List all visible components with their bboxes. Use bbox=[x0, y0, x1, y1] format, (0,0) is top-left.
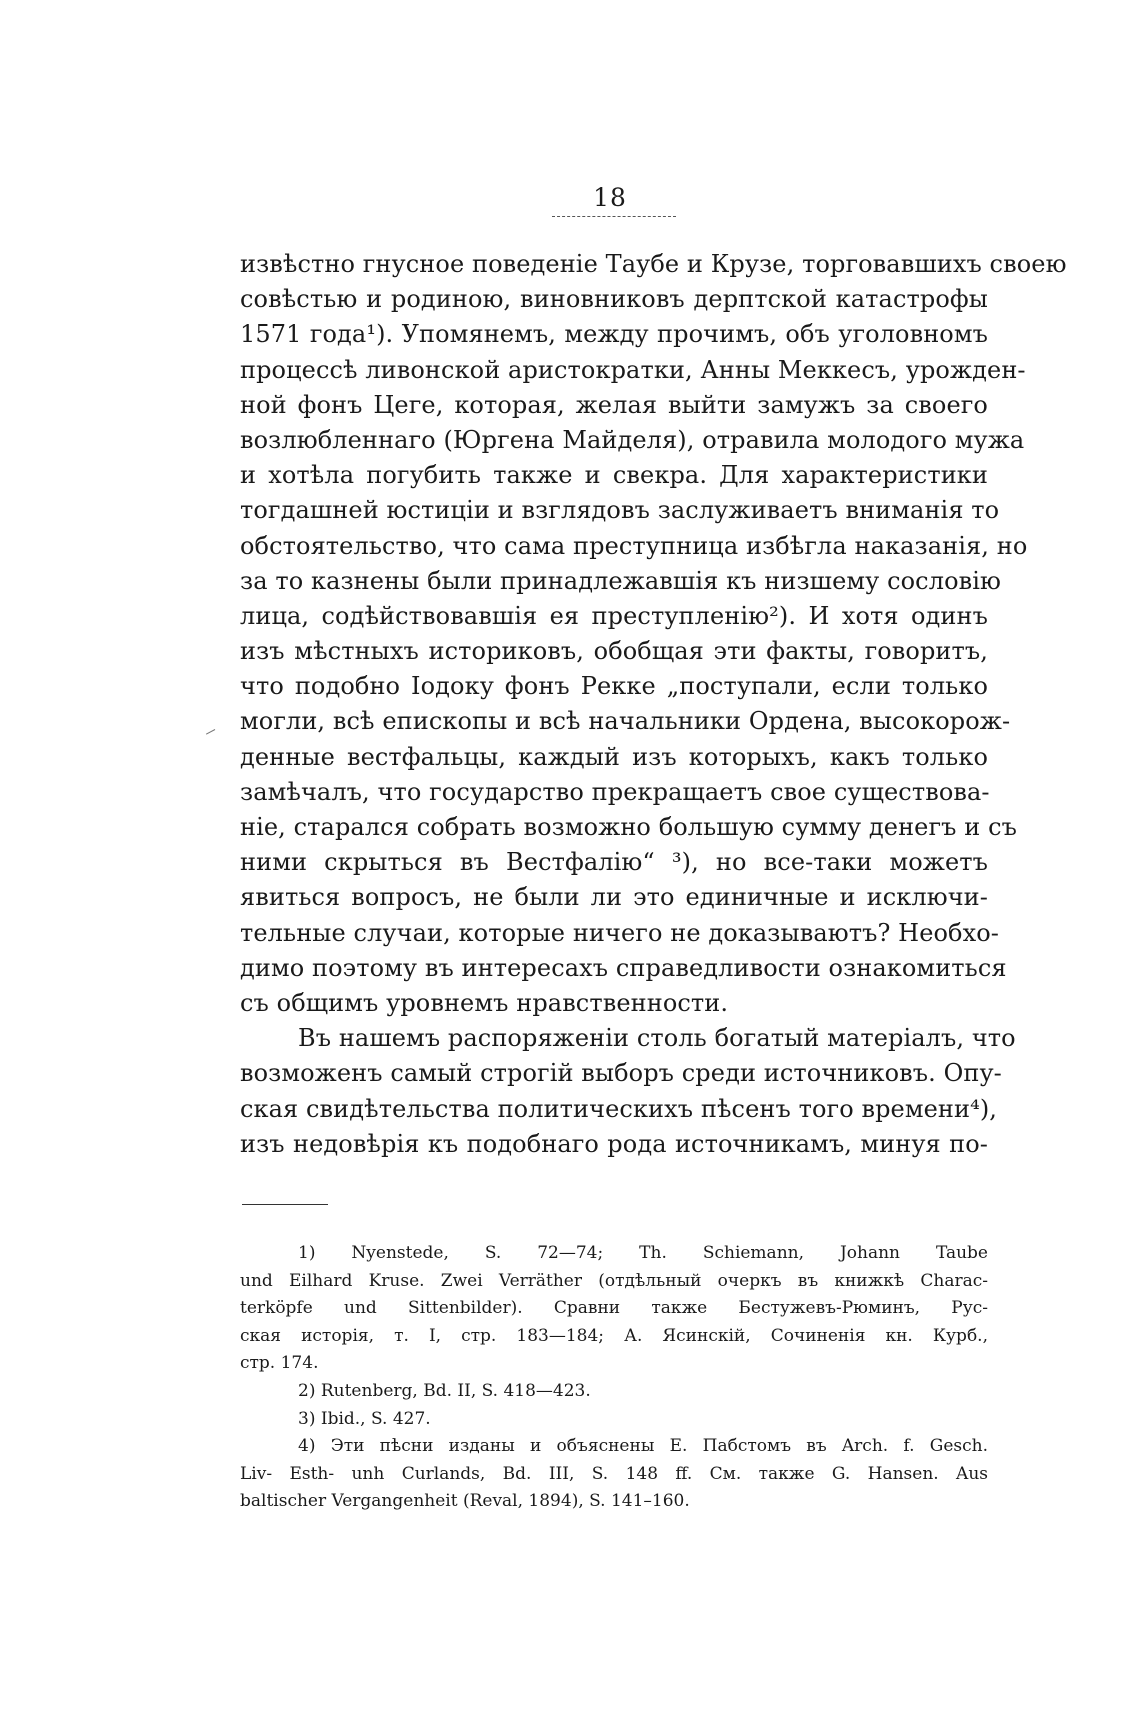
text-line: изъ мѣстныхъ историковъ, обобщая эти факты, говоритъ, bbox=[240, 637, 988, 666]
footnote-separator bbox=[242, 1204, 328, 1205]
text-line: Въ нашемъ распоряженіи столь богатый матеріалъ, что bbox=[298, 1024, 1016, 1053]
text-line: ними скрыться въ Вестфалію“ ³), но все-таки можетъ bbox=[240, 848, 988, 877]
text-line: возможенъ самый строгій выборъ среди источниковъ. Опу- bbox=[240, 1059, 1002, 1088]
text-line: съ общимъ уровнемъ нравственности. bbox=[240, 988, 729, 1017]
text-line: совѣстью и родиною, виновниковъ дерптской катастрофы bbox=[240, 285, 988, 314]
text-line: денные вестфальцы, каждый изъ которыхъ, какъ только bbox=[240, 742, 988, 771]
margin-mark bbox=[206, 729, 218, 740]
footnote-line: baltischer Vergangenheit (Reval, 1894), S. 141–160. bbox=[240, 1491, 690, 1512]
footnotes bbox=[240, 1240, 988, 1516]
text-line: возлюбленнаго (Юргена Майделя), отравила молодого мужа bbox=[240, 425, 1025, 454]
footnote-line: ская исторія, т. I, стр. 183—184; А. Ясинскій, Сочиненія кн. Курб., bbox=[240, 1325, 988, 1346]
page-number-rule bbox=[552, 216, 676, 217]
text-line: тогдашней юстиціи и взглядовъ заслуживаетъ вниманія то bbox=[240, 496, 1000, 525]
footnote-line: 3) Ibid., S. 427. bbox=[298, 1408, 431, 1429]
footnote-line: terköpfe und Sittenbilder). Сравни также Бестужевъ-Рюминъ, Рус- bbox=[240, 1298, 988, 1319]
text-line: лица, содѣйствовавшія ея преступленію²). И хотя одинъ bbox=[240, 601, 988, 630]
text-line: ская свидѣтельства политическихъ пѣсенъ того времени⁴), bbox=[240, 1094, 998, 1123]
text-line: извѣстно гнусное поведеніе Таубе и Крузе, торговавшихъ своею bbox=[240, 250, 1067, 278]
text-line: 1571 года¹). Упомянемъ, между прочимъ, объ уголовномъ bbox=[240, 320, 988, 349]
footnote-line: 2) Rutenberg, Bd. II, S. 418—423. bbox=[298, 1380, 591, 1401]
text-line: за то казнены были принадлежавшія къ низшему сословію bbox=[240, 566, 1001, 595]
text-line: ной фонъ Цеге, которая, желая выйти замужъ за своего bbox=[240, 390, 988, 419]
text-line: изъ недовѣрія къ подобнаго рода источникамъ, минуя по- bbox=[240, 1129, 988, 1158]
footnote-line: 1) Nyenstede, S. 72—74; Th. Schiemann, Johann Taube bbox=[298, 1243, 988, 1263]
page-number: 18 bbox=[593, 183, 627, 212]
text-line: явиться вопросъ, не были ли это единичные и исключи- bbox=[240, 883, 988, 912]
footnote-line: стр. 174. bbox=[240, 1353, 319, 1374]
text-line: замѣчалъ, что государство прекращаетъ свое существова- bbox=[240, 777, 990, 806]
text-line: что подобно Іодоку фонъ Рекке „поступали, если только bbox=[240, 672, 988, 701]
text-line: обстоятельство, что сама преступница избѣгла наказанія, но bbox=[240, 531, 1028, 560]
footnote-line: und Eilhard Kruse. Zwei Verräther (отдѣльный очеркъ въ книжкѣ Charac- bbox=[240, 1270, 988, 1291]
text-line: ніе, старался собрать возможно большую сумму денегъ и съ bbox=[240, 813, 1017, 841]
main-text bbox=[240, 247, 1067, 1162]
footnote-line: 4) Эти пѣсни изданы и объяснены Е. Пабстомъ въ Arch. f. Gesch. bbox=[298, 1436, 988, 1457]
text-line: процессѣ ливонской аристократки, Анны Меккесъ, урожден- bbox=[240, 355, 1026, 384]
text-line: могли, всѣ епископы и всѣ начальники Ордена, высокорож- bbox=[240, 707, 1011, 736]
text-line: димо поэтому въ интересахъ справедливости ознакомиться bbox=[240, 953, 1007, 982]
text-line: и хотѣла погубить также и свекра. Для характеристики bbox=[240, 461, 988, 490]
footnote-line: Liv- Esth- unh Curlands, Bd. III, S. 148 ff. См. также G. Hansen. Aus bbox=[240, 1463, 988, 1484]
text-line: тельные случаи, которые ничего не доказываютъ? Необхо- bbox=[240, 918, 999, 947]
